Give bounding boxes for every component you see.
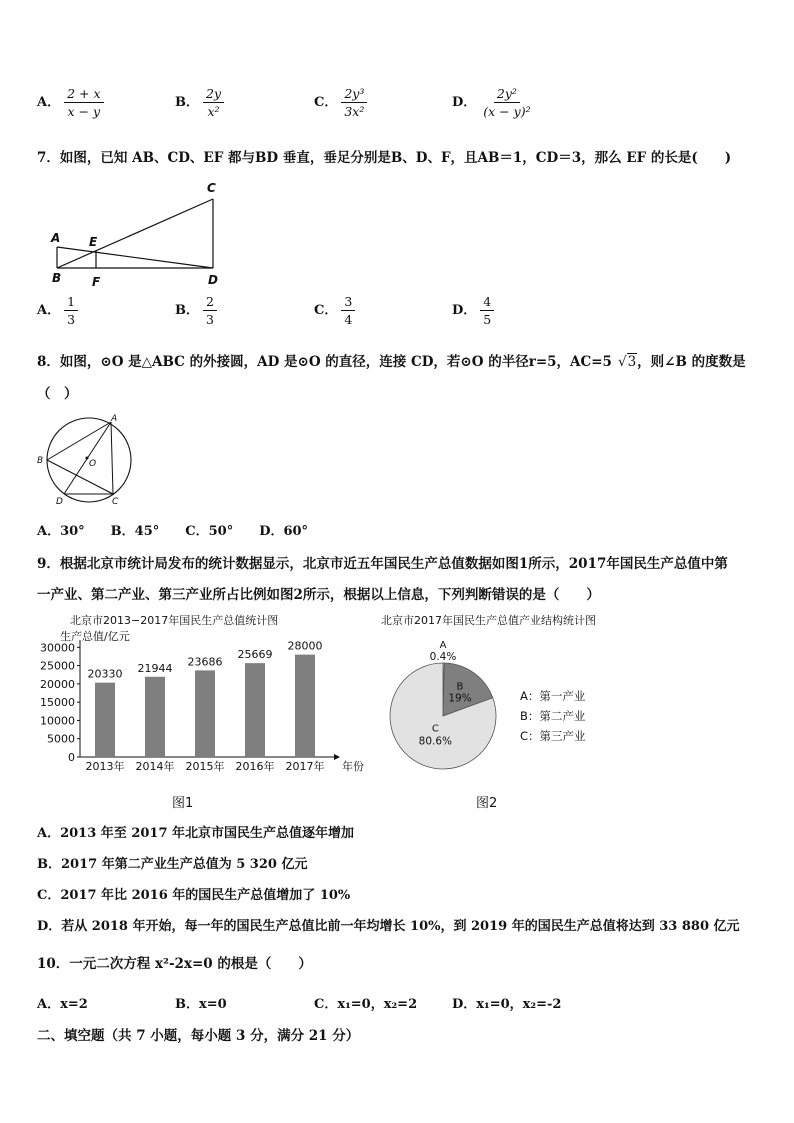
y-tick-label: 25000: [40, 659, 75, 673]
y-tick-label: 0: [68, 751, 75, 764]
denominator: (x − y)²: [483, 104, 531, 119]
pie-chart: [385, 632, 505, 772]
q10-option-d: D．x₁=0，x₂=-2: [452, 997, 562, 1012]
denominator: x²: [207, 104, 220, 119]
option-letter: B．: [175, 303, 199, 318]
label-c: C: [112, 497, 119, 506]
q8-stem-text: 8．如图，⊙O 是△ABC 的外接圆，AD 是⊙O 的直径，连接 CD，若⊙O 的半径r=5，AC=5: [37, 354, 612, 370]
q10-stem: 10．一元二次方程 x²-2x=0 的根是（ ）: [37, 956, 312, 972]
q7-option-d: [452, 294, 494, 327]
q8-stem-text-end: ，则∠B 的度数是: [637, 354, 746, 370]
denominator: 5: [483, 312, 492, 327]
slice-value-b: 19%: [448, 692, 472, 705]
bar: [95, 683, 115, 757]
bar-chart: [30, 628, 370, 778]
q9-option-d: D．若从 2018 年开始，每一年的国民生产总值比前一年均增长 10%，到 2019 年的国民生产总值将达到 33 880 亿元: [37, 919, 740, 934]
bar-value-label: 21944: [137, 661, 173, 675]
q7-figure: [40, 176, 230, 292]
bar: [145, 677, 165, 757]
label-o: O: [89, 459, 97, 469]
q6-options: [37, 86, 737, 132]
q7-options: [37, 294, 737, 338]
option-letter: C．: [314, 303, 338, 318]
q6-option-d: [452, 86, 534, 119]
pie-chart-title: 北京市2017年国民生产总值产业结构统计图: [381, 614, 596, 627]
slice-key-b: B: [456, 681, 464, 693]
legend-item-a: A：第一产业: [520, 689, 586, 703]
y-tick-label: 10000: [40, 714, 75, 728]
sqrt-expression: √3: [617, 354, 637, 370]
option-letter: D．: [452, 95, 477, 110]
option-letter: A．: [37, 95, 61, 110]
y-tick-label: 20000: [40, 677, 75, 691]
q8-figure: [34, 412, 134, 506]
q10-options: [37, 993, 737, 1013]
numerator: 2y³: [341, 86, 367, 103]
segment-bc: [47, 460, 113, 494]
q10-option-b: B．x=0: [175, 997, 227, 1012]
slice-key-c: C: [431, 723, 439, 735]
denominator: 3x²: [344, 104, 365, 119]
fig1-caption: 图1: [172, 796, 194, 811]
label-a: A: [111, 414, 118, 424]
legend-item-b: B：第二产业: [520, 709, 586, 723]
numerator: 4: [480, 294, 494, 311]
y-tick-label: 15000: [40, 696, 75, 710]
q6-option-c: [314, 86, 367, 119]
bar-value-label: 25669: [237, 648, 273, 662]
x-tick-label: 2014年: [135, 760, 175, 773]
x-axis-label: 年份: [342, 760, 364, 773]
q7-option-b: [175, 294, 217, 327]
denominator: 3: [67, 312, 76, 327]
label-b: B: [37, 456, 44, 466]
numerator: 2y²: [494, 86, 520, 103]
denominator: 4: [344, 312, 353, 327]
denominator: 3: [206, 312, 214, 327]
bar: [295, 655, 315, 757]
segment-ab: [47, 422, 111, 460]
label-b: B: [52, 271, 62, 285]
bar-value-label: 23686: [187, 655, 223, 669]
sqrt-radicand: 3: [627, 354, 637, 370]
bar: [245, 663, 265, 757]
label-d: D: [56, 497, 63, 506]
y-axis-label: 生产总值/亿元: [60, 630, 130, 643]
numerator: 3: [341, 294, 355, 311]
x-tick-label: 2016年: [235, 760, 275, 773]
section-2-heading: 二、填空题（共 7 小题，每小题 3 分，满分 21 分）: [37, 1028, 360, 1044]
label-c: C: [207, 181, 216, 195]
q8-options: A．30° B．45° C．50° D．60°: [37, 524, 309, 539]
x-tick-label: 2013年: [85, 760, 125, 773]
q7-stem: 7．如图，已知 AB、CD、EF 都与BD 垂直，垂足分别是B、D、F，且AB＝1，CD＝3，那么 EF 的长是( ): [37, 150, 732, 166]
numerator: 1: [64, 294, 78, 311]
label-f: F: [92, 275, 101, 289]
q10-option-c: C．x₁=0，x₂=2: [314, 997, 418, 1012]
q10-option-a: A．x=2: [37, 997, 88, 1012]
q8-stem: [37, 350, 746, 370]
denominator: x − y: [67, 104, 101, 119]
option-letter: A．: [37, 303, 61, 318]
numerator: 2 + x: [64, 86, 103, 103]
x-tick-label: 2015年: [185, 760, 225, 773]
q6-option-b: [175, 86, 224, 119]
legend-item-c: C：第三产业: [520, 729, 586, 743]
bar-value-label: 28000: [287, 639, 323, 653]
q7-option-a: [37, 294, 78, 327]
option-letter: C．: [314, 95, 338, 110]
slice-value-c: 80.6%: [418, 735, 453, 748]
option-letter: D．: [452, 303, 477, 318]
pie-legend: [520, 686, 586, 746]
q8-paren: （ ）: [37, 386, 78, 402]
q9-option-c: C．2017 年比 2016 年的国民生产总值增加了 10%: [37, 888, 351, 903]
q9-option-a: A．2013 年至 2017 年北京市国民生产总值逐年增加: [37, 826, 355, 841]
y-tick-label: 30000: [40, 641, 75, 655]
bar: [195, 670, 215, 757]
q9-stem-line1: 9．根据北京市统计局发布的统计数据显示，北京市近五年国民生产总值数据如图1所示，2017年国民生产总值中第: [37, 556, 728, 572]
bar-chart-title: 北京市2013−2017年国民生产总值统计图: [70, 614, 279, 627]
slice-key-a: A: [439, 640, 447, 651]
numerator: 2: [203, 294, 217, 311]
x-axis-arrow: [334, 754, 340, 760]
q9-option-b: B．2017 年第二产业生产总值为 5 320 亿元: [37, 857, 308, 872]
q7-option-c: [314, 294, 355, 327]
numerator: 2y: [203, 86, 224, 103]
x-tick-label: 2017年: [285, 760, 325, 773]
bar-value-label: 20330: [87, 667, 123, 681]
label-d: D: [208, 273, 218, 287]
q6-option-a: [37, 86, 104, 119]
fig2-caption: 图2: [476, 796, 498, 811]
slice-value-a: 0.4%: [429, 651, 457, 663]
label-a: A: [51, 231, 61, 245]
y-tick-label: 5000: [47, 732, 75, 746]
segment-ac: [111, 422, 113, 494]
option-letter: B．: [175, 95, 199, 110]
q9-stem-line2: 一产业、第二产业、第三产业所占比例如图2所示，根据以上信息，下列判断错误的是（ ）: [37, 587, 600, 603]
label-e: E: [89, 235, 98, 249]
